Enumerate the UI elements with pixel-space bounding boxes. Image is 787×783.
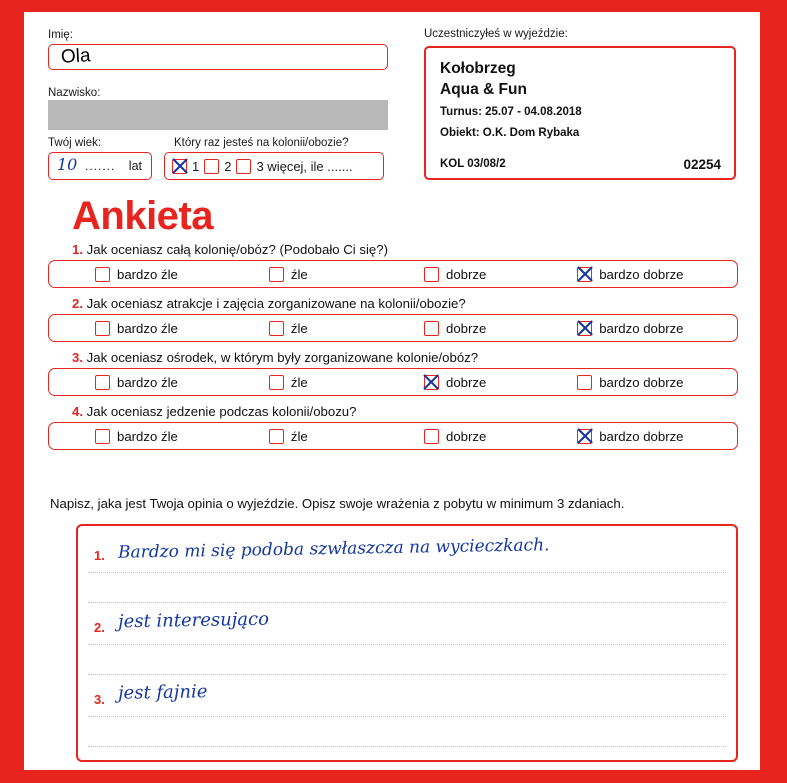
q2-option-3-label: dobrze xyxy=(445,320,487,336)
first-name-label: Imię: xyxy=(48,29,73,41)
question-3-label: Jak oceniasz ośrodek, w którym były zorganizowane kolonie/obóz? xyxy=(86,350,479,365)
rule-line xyxy=(88,746,726,747)
q1-option-3[interactable] xyxy=(424,267,577,282)
first-name-field-group xyxy=(48,28,388,70)
question-4 xyxy=(48,400,738,450)
question-1 xyxy=(48,238,738,288)
participation-obiekt: Obiekt: O.K. Dom Rybaka xyxy=(440,127,580,139)
question-4-text xyxy=(48,400,738,422)
age-unit-label: lat xyxy=(128,159,142,173)
participation-card xyxy=(424,46,736,180)
q2-option-3[interactable] xyxy=(424,321,577,336)
q1-option-4[interactable] xyxy=(577,267,737,282)
age-label: Twój wiek: xyxy=(48,137,102,149)
last-name-label: Nazwisko: xyxy=(48,87,101,99)
question-3-text xyxy=(48,346,738,368)
essay-entry-1-number: 1. xyxy=(94,548,105,563)
q4-checkbox-1[interactable] xyxy=(95,429,110,444)
q4-checkbox-4[interactable] xyxy=(577,429,592,444)
rule-line xyxy=(88,644,726,645)
q4-option-1[interactable] xyxy=(49,429,269,444)
question-1-options[interactable] xyxy=(48,260,738,288)
times-checkbox-1[interactable] xyxy=(172,159,187,174)
age-handwriting: 10 xyxy=(57,155,78,174)
q3-option-2-label: źle xyxy=(290,374,308,390)
survey-sheet xyxy=(24,12,760,770)
header-section xyxy=(24,12,760,182)
q2-checkbox-1[interactable] xyxy=(95,321,110,336)
q3-option-3[interactable] xyxy=(424,375,577,390)
last-name-redaction-block xyxy=(48,100,388,130)
question-3-options[interactable] xyxy=(48,368,738,396)
times-label: Który raz jesteś na kolonii/obozie? xyxy=(174,137,349,149)
participation-code: KOL 03/08/2 xyxy=(440,158,506,170)
q2-option-2[interactable] xyxy=(269,321,424,336)
q3-option-4[interactable] xyxy=(577,375,737,390)
questions-section xyxy=(48,234,738,450)
question-2 xyxy=(48,292,738,342)
question-3-number: 3. xyxy=(72,350,83,365)
q4-option-4-label: bardzo dobrze xyxy=(599,428,684,444)
question-4-number: 4. xyxy=(72,404,83,419)
q2-option-1-label: bardzo źle xyxy=(117,320,178,336)
question-4-label: Jak oceniasz jedzenie podczas kolonii/obozu? xyxy=(86,404,357,419)
question-4-options[interactable] xyxy=(48,422,738,450)
q3-option-3-label: dobrze xyxy=(445,374,487,390)
times-option-label-1: 1 xyxy=(192,158,200,174)
q4-option-2[interactable] xyxy=(269,429,424,444)
q4-option-3[interactable] xyxy=(424,429,577,444)
q3-checkbox-3[interactable] xyxy=(424,375,439,390)
essay-entry-2-handwriting: jest interesująco xyxy=(117,608,270,633)
q1-checkbox-2[interactable] xyxy=(269,267,284,282)
q1-checkbox-1[interactable] xyxy=(95,267,110,282)
q4-checkbox-3[interactable] xyxy=(424,429,439,444)
participation-label: Uczestniczyłeś w wyjeździe: xyxy=(424,28,568,40)
participation-number: 02254 xyxy=(683,157,721,172)
first-name-input[interactable] xyxy=(48,44,388,70)
q3-option-1[interactable] xyxy=(49,375,269,390)
rule-line xyxy=(88,674,726,675)
q4-checkbox-2[interactable] xyxy=(269,429,284,444)
participation-program: Aqua & Fun xyxy=(440,81,527,98)
essay-answer-area[interactable] xyxy=(76,524,738,762)
question-1-label: Jak oceniasz całą kolonię/obóz? (Podobało Ci się?) xyxy=(86,242,388,257)
age-dotted-line: ....... xyxy=(85,159,116,173)
times-checkbox-3[interactable] xyxy=(236,159,251,174)
rule-line xyxy=(88,716,726,717)
q1-option-3-label: dobrze xyxy=(445,266,487,282)
participation-place: Kołobrzeg xyxy=(440,60,516,77)
q3-option-1-label: bardzo źle xyxy=(117,374,178,390)
q2-option-4-label: bardzo dobrze xyxy=(599,320,684,336)
q3-checkbox-2[interactable] xyxy=(269,375,284,390)
q2-option-2-label: źle xyxy=(290,320,308,336)
q4-option-2-label: źle xyxy=(290,428,308,444)
q1-option-2[interactable] xyxy=(269,267,424,282)
question-2-label: Jak oceniasz atrakcje i zajęcia zorganizowane na kolonii/obozie? xyxy=(86,296,466,311)
participation-turnus: Turnus: 25.07 - 04.08.2018 xyxy=(440,106,582,118)
q3-option-4-label: bardzo dobrze xyxy=(599,374,684,390)
essay-entry-2-number: 2. xyxy=(94,620,105,635)
q2-checkbox-4[interactable] xyxy=(577,321,592,336)
essay-prompt: Napisz, jaka jest Twoja opinia o wyjeździe. Opisz swoje wrażenia z pobytu w minimum 3 zdaniach. xyxy=(50,496,625,511)
q3-checkbox-1[interactable] xyxy=(95,375,110,390)
question-2-options[interactable] xyxy=(48,314,738,342)
q3-option-2[interactable] xyxy=(269,375,424,390)
question-1-number: 1. xyxy=(72,242,83,257)
q1-option-4-label: bardzo dobrze xyxy=(599,266,684,282)
q4-option-1-label: bardzo źle xyxy=(117,428,178,444)
essay-entry-3-handwriting: jest fajnie xyxy=(117,681,208,704)
essay-entry-1-handwriting: Bardzo mi się podoba szwłaszcza na wycieczkach. xyxy=(117,535,550,563)
question-2-number: 2. xyxy=(72,296,83,311)
q2-checkbox-2[interactable] xyxy=(269,321,284,336)
page-title: Ankieta xyxy=(72,194,213,238)
rule-line xyxy=(88,602,726,603)
times-option-label-3: 3 więcej, ile ....... xyxy=(256,158,353,174)
times-checkbox-2[interactable] xyxy=(204,159,219,174)
q1-option-1-label: bardzo źle xyxy=(117,266,178,282)
q4-option-3-label: dobrze xyxy=(445,428,487,444)
first-name-handwriting: Ola xyxy=(60,45,92,68)
q2-checkbox-3[interactable] xyxy=(424,321,439,336)
rule-line xyxy=(88,572,726,573)
essay-entry-3-number: 3. xyxy=(94,692,105,707)
q2-option-1[interactable] xyxy=(49,321,269,336)
q1-option-2-label: źle xyxy=(290,266,308,282)
q2-option-4[interactable] xyxy=(577,321,737,336)
times-option-group[interactable] xyxy=(164,152,384,180)
q1-checkbox-3[interactable] xyxy=(424,267,439,282)
times-option-label-2: 2 xyxy=(224,158,232,174)
question-1-text xyxy=(48,238,738,260)
q4-option-4[interactable] xyxy=(577,429,737,444)
question-3 xyxy=(48,346,738,396)
question-2-text xyxy=(48,292,738,314)
q3-checkbox-4[interactable] xyxy=(577,375,592,390)
q1-option-1[interactable] xyxy=(49,267,269,282)
age-input[interactable] xyxy=(48,152,152,180)
q1-checkbox-4[interactable] xyxy=(577,267,592,282)
